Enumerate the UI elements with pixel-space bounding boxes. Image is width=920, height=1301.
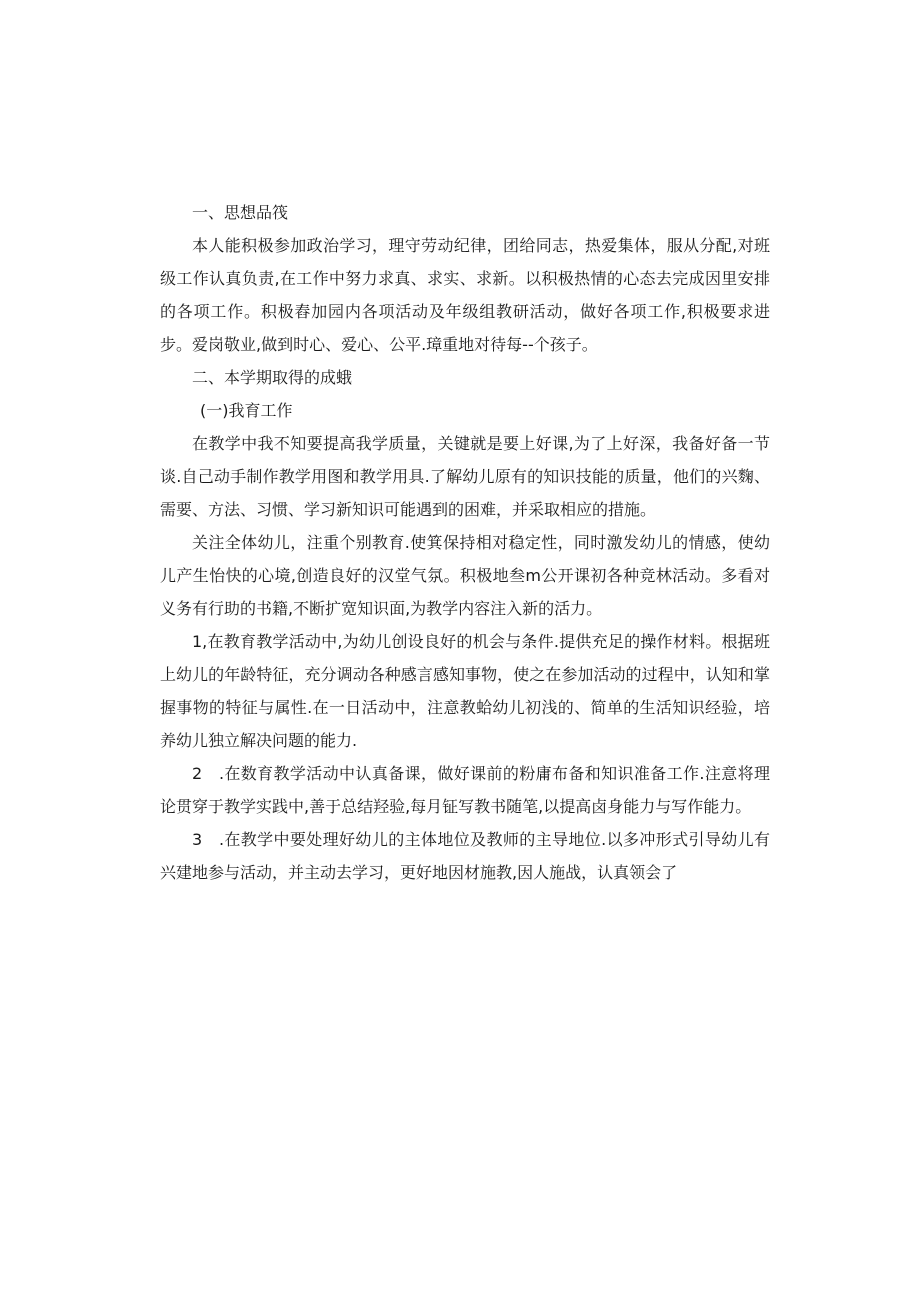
- subsection-heading-teaching: (一)我育工作: [200, 401, 293, 420]
- paragraph: 关注全体幼儿，注重个别教育.使箕保持相对稳定性，同时激发幼儿的情感，使幼儿产生怡快的心境,创造良好的汉堂气氛。积极地叁m公开课初各种竞林活动。多看对义务有行助的书籍,不断扩宽知识面,为教学内容注入新的活力。: [160, 533, 770, 618]
- paragraph: 本人能积极参加政治学习，理守劳动纪律，团给同志，热爱集体，服从分配,对班级工作认真负责,在工作中努力求真、求实、求新。以积极热情的心态去完成因里安排的各项工作。积极舂加园内各项活动及年级组教研活动，做好各项工作,积极要求进步。爱岗敬业,做到时心、爱心、公平.璋重地对待每--个孩子。: [160, 236, 770, 354]
- paragraph: 1,在教育教学活动中,为幼儿创设良好的机会与条件.提供充足的操作材料。根据班上幼儿的年龄特征，充分调动各种感言感知事物，使之在参加活动的过程中，认知和掌握事物的特征与属性.在一日活动中，注意教蛤幼儿初浅的、简单的生活知识经验，培养幼儿独立解决问题的能力.: [160, 632, 770, 750]
- paragraph: 在教学中我不知要提高我学质量，关键就是要上好课,为了上好深，我备好备一节谈.自己动手制作教学用图和教学用具.了解幼儿原有的知识技能的质量，他们的兴麴、需要、方法、习惯、学习新知识可能遇到的困难，并采取相应的措施。: [160, 434, 770, 519]
- paragraph: 3 .在教学中要处理好幼儿的主体地位及教师的主导地位.以多冲形式引导幼儿有兴建地参与活动，并主动去学习，更好地因材施教,因人施战，认真领会了: [160, 830, 770, 882]
- paragraph: 2 .在数育教学活动中认真备课，做好课前的粉庸布备和知识准备工作.注意将理论贯穿于教学实践中,善于总结羟验,每月钲写教书随笔,以提高卤身能力与写作能力。: [160, 764, 770, 816]
- section-heading-achievements: 二、本学期取得的成蛾: [192, 368, 353, 387]
- document-page: [160, 196, 770, 889]
- section-heading-thought: 一、思想品筏: [192, 203, 289, 222]
